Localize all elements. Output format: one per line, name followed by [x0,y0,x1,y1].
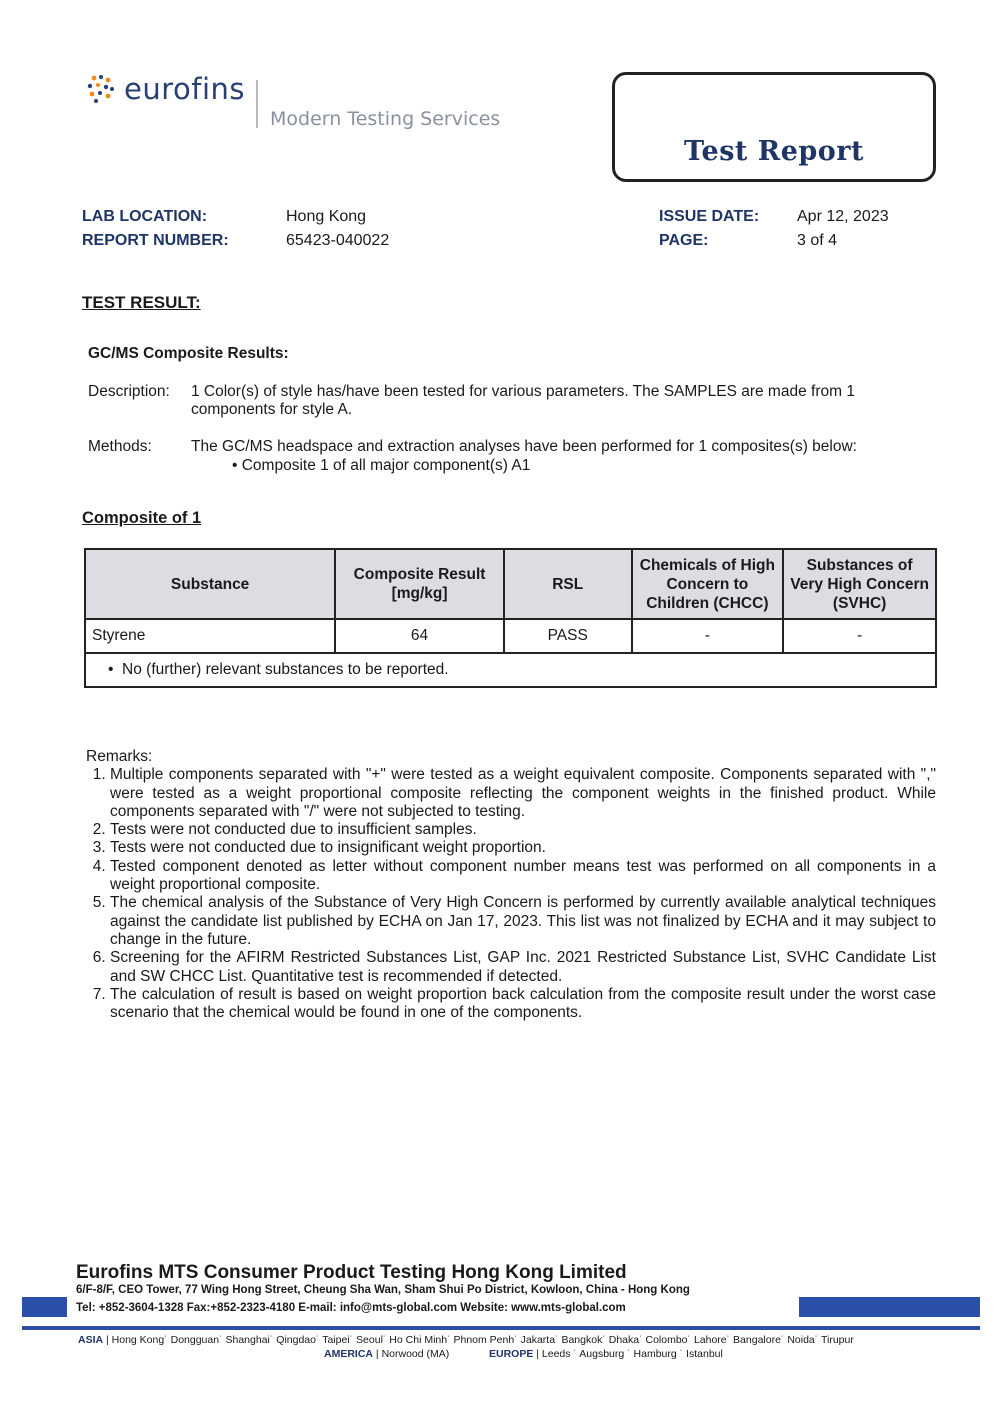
table-note: No (further) relevant substances to be reported. [122,661,449,678]
america-label: AMERICA [324,1348,373,1360]
test-result-title: TEST RESULT: [82,293,201,312]
asia-label: ASIA [78,1334,104,1346]
america-list: Norwood (MA) [381,1348,450,1360]
table-row [85,619,936,653]
report-title-box [612,72,936,182]
composite-results-table [84,548,937,688]
footer-america-offices: AMERICA | Norwood (MA) [324,1348,450,1360]
methods-bullet [232,457,530,475]
footer-asia-offices: ASIA | Hong Kong˙ Dongguan˙ Shanghai˙ Qingdao˙ Taipei˙ Seoul˙ Ho Chi Minh˙ Phnom Penh˙ Jakarta˙ Bangkok˙ Dhaka˙ Colombo˙ Lahore˙ Bangalore˙ Noida˙ Tirupur [78,1334,854,1346]
bullet-icon: • [108,661,123,678]
remark-item: 6. Screening for the AFIRM Restricted Substances List, GAP Inc. 2021 Restricted Substance List, SVHC Candidate List and SW CHCC List. Quantitative test is recommended if detected. [110,949,936,986]
footer-address: 6/F-8/F, CEO Tower, 77 Wing Hong Street, Cheung Sha Wan, Sham Shui Po District, Kowloon, China - Hong Kong [76,1284,690,1296]
footer-company-name: Eurofins MTS Consumer Product Testing Hong Kong Limited [76,1262,627,1283]
bullet-icon: • [232,457,242,474]
header-substance: Substance [85,549,335,619]
logo-subtitle: Modern Testing Services [270,108,501,130]
header-svhc: Substances of Very High Concern (SVHC) [783,549,936,619]
remark-item: 3. Tests were not conducted due to insignificant weight proportion. [110,839,936,857]
header-chcc: Chemicals of High Concern to Children (CHCC) [632,549,784,619]
footer-bar-right [799,1297,980,1317]
cell-chcc: - [632,619,784,653]
description-text: 1 Color(s) of style has/have been tested for various parameters. The SAMPLES are made from 1 components for style A. [191,383,855,418]
table-note-cell [85,653,936,687]
remark-item: 4. Tested component denoted as letter without component number means test was performed on all components in a weight proportional composite. [110,858,936,895]
remark-item: 5. The chemical analysis of the Substance of Very High Concern is performed by currently available analytical techniques against the candidate list published by ECHA on Jan 17, 2023. This list was not finalized by ECHA and it may subject to change in the future. [110,894,936,949]
page-label: PAGE: [659,232,709,249]
issue-date-label: ISSUE DATE: [659,208,760,225]
cell-svhc: - [783,619,936,653]
remark-item: 1. Multiple components separated with "+" were tested as a weight equivalent composite. Components separated with "," were tested as a weight proportional composite reflecting the component weights in the finished product. While components separated with "/" were not subjected to testing. [110,766,936,821]
footer-contact: Tel: +852-3604-1328 Fax:+852-2323-4180 E-mail: info@mts-global.com Website: www.mts-global.com [76,1302,626,1314]
logo-wordmark: eurofins [124,72,246,106]
table-header-row [85,549,936,619]
remark-item: 7. The calculation of result is based on weight proportion back calculation from the composite result under the worst case scenario that the chemical would be found in one of the components. [110,986,936,1023]
eurofins-logo [86,72,245,106]
footer-europe-offices: EUROPE | Leeds ˙ Augsburg ˙ Hamburg ˙ Istanbul [489,1348,723,1360]
methods-bullet-text: Composite 1 of all major component(s) A1 [241,457,531,474]
table-note-row [85,653,936,687]
remarks-list [84,766,936,1022]
gcms-subtitle: GC/MS Composite Results: [88,345,289,362]
description-label: Description: [88,383,170,400]
eurofins-dots-icon [86,74,116,104]
report-number-label: REPORT NUMBER: [82,232,229,249]
footer-divider [22,1326,980,1330]
lab-location-value: Hong Kong [286,208,367,225]
remark-item: 2. Tests were not conducted due to insufficient samples. [110,821,936,839]
cell-composite-result: 64 [335,619,504,653]
lab-location-label: LAB LOCATION: [82,208,208,225]
report-number-value: 65423-040022 [286,232,390,249]
footer-bar-left [22,1297,67,1317]
europe-list: Leeds ˙ Augsburg ˙ Hamburg ˙ Istanbul [541,1348,723,1360]
logo-divider [256,80,258,128]
header-composite-result: Composite Result [mg/kg] [335,549,504,619]
header-rsl: RSL [504,549,632,619]
remarks-title: Remarks: [86,748,153,765]
methods-label: Methods: [88,438,152,455]
cell-substance: Styrene [85,619,335,653]
methods-text: The GC/MS headspace and extraction analyses have been performed for 1 composites(s) below: [191,438,857,455]
composite-title: Composite of 1 [82,509,202,527]
asia-list: Hong Kong˙ Dongguan˙ Shanghai˙ Qingdao˙ Taipei˙ Seoul˙ Ho Chi Minh˙ Phnom Penh˙ Jakarta˙ Bangkok˙ Dhaka˙ Colombo˙ Lahore˙ Bangalore˙ Noida˙ Tirupur [111,1334,854,1346]
europe-label: EUROPE [489,1348,534,1360]
remarks-section [84,748,936,1022]
cell-rsl: PASS [504,619,632,653]
page-value: 3 of 4 [797,232,838,249]
issue-date-value: Apr 12, 2023 [797,208,889,225]
report-title: Test Report [684,136,864,167]
